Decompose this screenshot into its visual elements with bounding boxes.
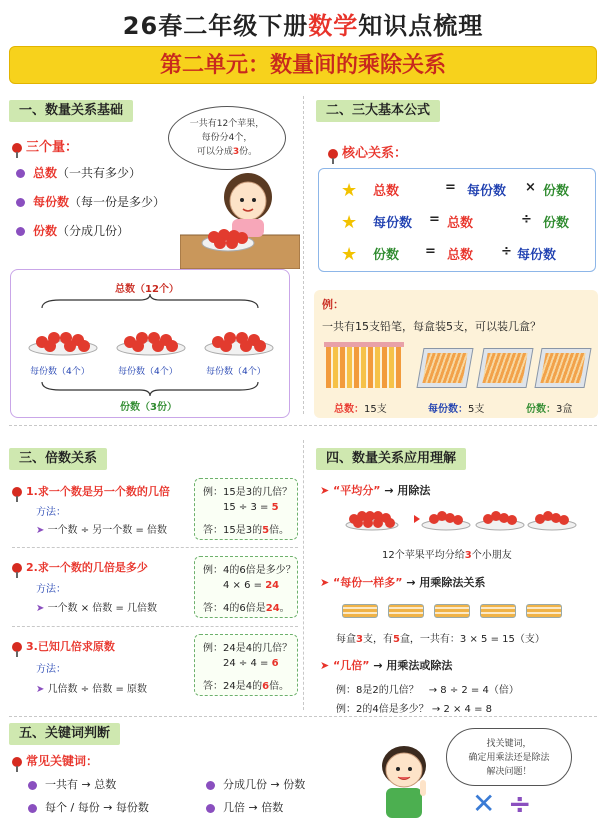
diagram-each-label: 每份数（4个）: [118, 367, 178, 377]
section5-heading: 五、关键词判断: [9, 723, 120, 745]
rule-average: ➤ “平均分” → 用除法: [320, 484, 431, 497]
bullet-icon: [28, 781, 37, 790]
pin-icon: [328, 149, 338, 159]
pin-icon: [12, 563, 22, 573]
example-total: 总数：15支: [334, 404, 387, 415]
example-parts: 份数：3盒: [526, 404, 573, 415]
section4-heading: 四、数量关系应用理解: [316, 448, 466, 470]
keyword-item: 一共有 → 总数: [28, 776, 116, 792]
bullet-icon: [16, 169, 25, 178]
formula-row: ★ 总数 = 每份数 × 份数: [341, 180, 570, 201]
average-caption: 12个苹果平均分给3个小朋友: [382, 550, 512, 561]
method-text: ➤ 一个数 × 倍数 = 几倍数: [36, 603, 158, 614]
formula-row: ★ 每份数 = 总数 ÷ 份数: [341, 212, 570, 233]
equal-share-caption: 每盒3支，有5盒，一共有：3 × 5 = 15（支）: [336, 634, 545, 645]
speech-bubble: 一共有12个苹果， 每份分4个， 可以分成3份。: [168, 106, 286, 170]
keyword-item: 每个 / 每份 → 每份数: [28, 799, 149, 815]
section1-subheading: 三个量：: [12, 136, 78, 155]
diagram-total-label: 总数（12个）: [115, 284, 179, 295]
method-text: ➤ 一个数 ÷ 另一个数 = 倍数: [36, 525, 168, 536]
star-icon: ★: [341, 244, 358, 265]
bullet-icon: [206, 781, 215, 790]
section2-subheading: 核心关系：: [328, 142, 407, 161]
multiple-rule-title: 3.已知几倍求原数: [12, 638, 115, 654]
divider: [9, 425, 597, 426]
example-card: 例：4的6倍是多少？ 4 × 6 = 24 答：4的6倍是24。: [194, 556, 298, 618]
apple-plate: [116, 322, 186, 356]
section1-heading: 一、数量关系基础: [9, 100, 133, 122]
example-card: 例：24是4的几倍？ 24 ÷ 4 = 6 答：24是4的6倍。: [194, 634, 298, 696]
multiple-example: 例：2的4倍是多少？ → 2 × 4 = 8: [336, 704, 493, 715]
divider: [303, 440, 304, 710]
speech-bubble: 找关键词， 确定用乘法还是除法 解决问题！: [446, 728, 572, 786]
pencil-pack: [526, 604, 562, 618]
quantity-item: 每份数（每一份是多少）: [16, 193, 165, 210]
section3-heading: 三、倍数关系: [9, 448, 107, 470]
example-card: 例：15是3的几倍？ 15 ÷ 3 = 5 答：15是3的5倍。: [194, 478, 298, 540]
boy-illustration: [366, 740, 442, 818]
keyword-item: 分成几份 → 份数: [206, 776, 305, 792]
multiple-example: 例：8是2的几倍？ → 8 ÷ 2 = 4（倍）: [336, 685, 519, 696]
apple-plate: [28, 322, 98, 356]
pencils-illustration: [324, 340, 408, 392]
quantity-item: 份数（分成几份）: [16, 222, 129, 239]
section5-subheading: 常见关键词：: [12, 752, 98, 769]
multiply-icon: ✕: [472, 787, 496, 819]
pencil-pack: [342, 604, 378, 618]
pencil-box: [476, 348, 533, 388]
method-text: ➤ 几倍数 ÷ 倍数 = 原数: [36, 684, 148, 695]
divide-icon: ÷: [508, 787, 532, 819]
pencil-box: [416, 348, 473, 388]
arrow-icon: ➤: [320, 659, 334, 672]
pin-icon: [12, 757, 22, 767]
rule-equal-share: ➤ “每份一样多” → 用乘除法关系: [320, 576, 486, 589]
divider: [303, 96, 304, 414]
pin-icon: [12, 143, 22, 153]
unit-banner: 第二单元：数量间的乘除关系: [9, 46, 597, 84]
pencil-pack: [480, 604, 516, 618]
example-label: 例：: [322, 298, 344, 311]
rule-multiple: ➤ “几倍” → 用乘法或除法: [320, 659, 453, 672]
top-brace: [40, 294, 260, 310]
star-icon: ★: [341, 180, 358, 201]
bottom-brace: [40, 380, 260, 396]
formula-box: [318, 168, 596, 272]
diagram-each-label: 每份数（4个）: [206, 367, 266, 377]
bullet-icon: [206, 804, 215, 813]
diagram-each-label: 每份数（4个）: [30, 367, 90, 377]
divider: [12, 547, 298, 548]
multiple-rule-title: 2.求一个数的几倍是多少: [12, 559, 148, 575]
bullet-icon: [28, 804, 37, 813]
formula-row: ★ 份数 = 总数 ÷ 每份数: [341, 244, 557, 265]
method-label: 方法：: [36, 507, 66, 518]
pencil-pack: [434, 604, 470, 618]
pencil-pack: [388, 604, 424, 618]
star-icon: ★: [341, 212, 358, 233]
apple-plate: [204, 322, 274, 356]
apples-sharing-illustration: [342, 506, 578, 532]
pin-icon: [12, 487, 22, 497]
example-each: 每份数：5支: [428, 404, 485, 415]
keyword-item: 几倍 → 倍数: [206, 799, 283, 815]
multiple-rule-title: 1.求一个数是另一个数的几倍: [12, 483, 170, 499]
pencil-box: [534, 348, 591, 388]
arrow-icon: ➤: [320, 576, 334, 589]
diagram-parts-label: 份数（3份）: [120, 402, 177, 413]
girl-illustration: [180, 165, 300, 269]
quantity-item: 总数（一共有多少）: [16, 164, 141, 181]
page-title: 26春二年级下册数学知识点梳理: [122, 12, 484, 40]
example-text: 一共有15支铅笔，每盒装5支，可以装几盒？: [322, 320, 541, 333]
bullet-icon: [16, 198, 25, 207]
bullet-icon: [16, 227, 25, 236]
method-label: 方法：: [36, 584, 66, 595]
pin-icon: [12, 642, 22, 652]
section2-heading: 二、三大基本公式: [316, 100, 440, 122]
arrow-icon: ➤: [320, 484, 334, 497]
divider: [9, 716, 597, 717]
method-label: 方法：: [36, 664, 66, 675]
divider: [12, 626, 298, 627]
